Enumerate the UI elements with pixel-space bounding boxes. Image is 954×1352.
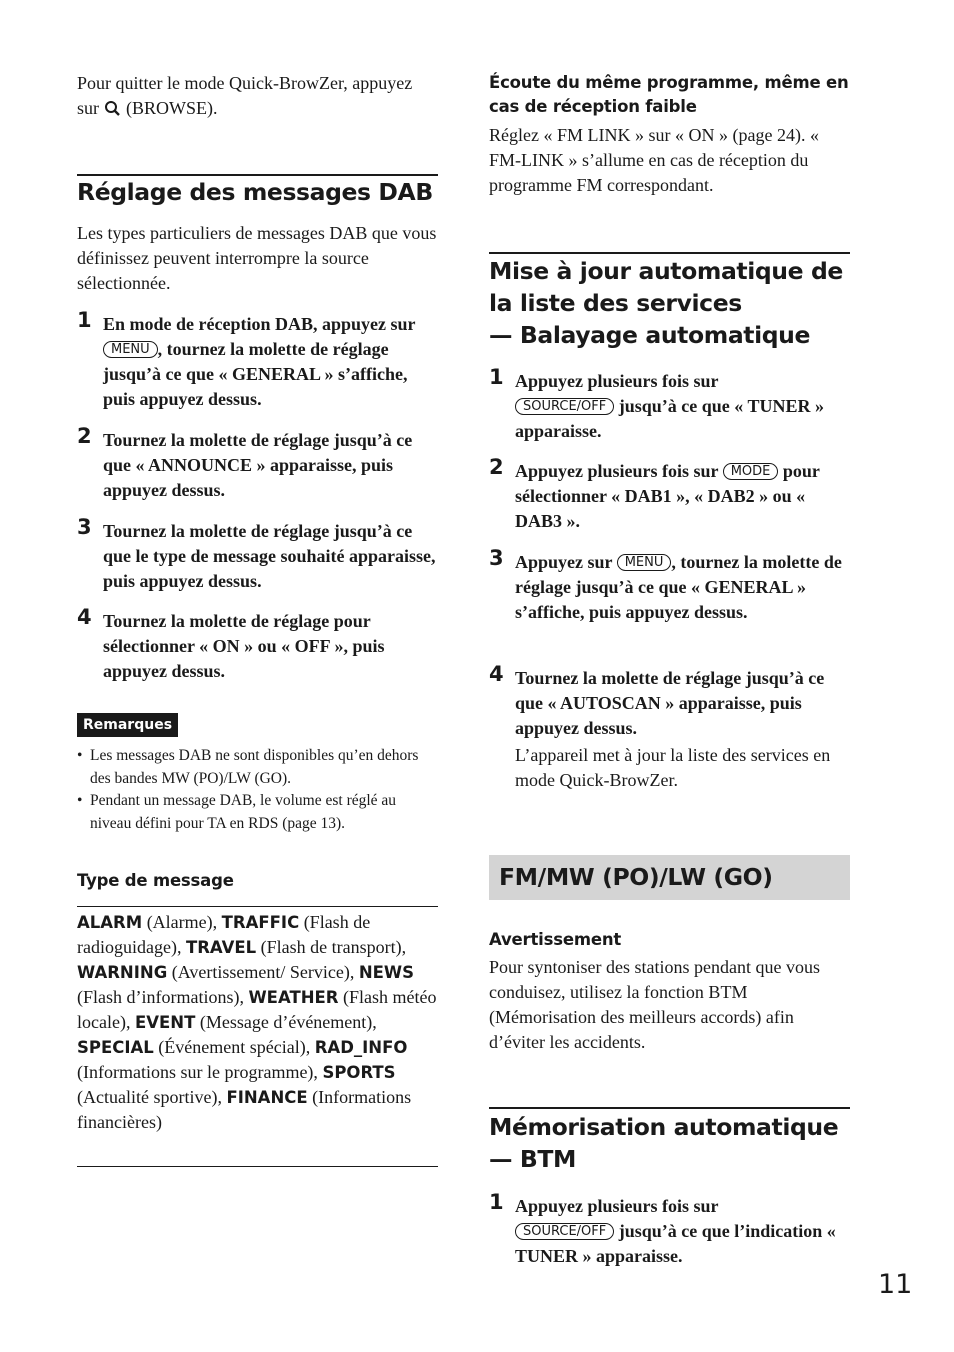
source-off-key: SOURCE/OFF xyxy=(515,398,614,415)
section-title-autoscan: Mise à jour automatique de la liste des services — Balayage automatique xyxy=(489,257,843,349)
dab-intro: Les types particuliers de messages DAB que vous définissez peuvent interrompre la source sélectionnée. xyxy=(77,223,437,293)
menu-key: MENU xyxy=(617,554,672,571)
dab-step-4: 4 Tournez la molette de réglage pour sélectionner « ON » ou « OFF », puis appuyez dessus. xyxy=(77,605,385,681)
autoscan-step-3: 3 Appuyez sur MENU , tournez la molette de réglage jusqu’à ce que « GENERAL » s’affiche, puis appuyez dessus. xyxy=(489,546,842,622)
page-number: 11 xyxy=(878,1269,913,1300)
quickbrowzer-exit-text: Pour quitter le mode Quick-BrowZer, appuyez sur (BROWSE). xyxy=(77,73,413,118)
autoscan-step-2: 2 Appuyez plusieurs fois sur MODE pour sélectionner « DAB1 », « DAB2 » ou « DAB3 ». xyxy=(489,455,820,531)
autoscan-step-1: 1 Appuyez plusieurs fois sur SOURCE/OFF jusqu’à ce que « TUNER » apparaisse. xyxy=(489,365,824,441)
section-title-dab: Réglage des messages DAB xyxy=(77,178,433,206)
mode-key: MODE xyxy=(723,463,779,480)
section-title-fm: FM/MW (PO)/LW (GO) xyxy=(499,863,773,891)
autoscan-step-4: 4 Tournez la molette de réglage jusqu’à ce que « AUTOSCAN » apparaisse, puis appuyez dessus. L’appareil met à jour la liste des services en mode Quick-BrowZer. xyxy=(489,662,831,790)
message-types-rule-bottom xyxy=(77,1166,438,1167)
notes-label: Remarques xyxy=(77,713,438,737)
btm-step-1: 1 Appuyez plusieurs fois sur SOURCE/OFF jusqu’à ce que l’indication « TUNER » apparaisse. xyxy=(489,1190,836,1266)
dab-step-3: 3 Tournez la molette de réglage jusqu’à ce que le type de message souhaité apparaisse, puis appuyez dessus. xyxy=(77,515,436,591)
dab-step-1: 1 En mode de réception DAB, appuyez sur MENU , tournez la molette de réglage jusqu’à ce que « GENERAL » s’affiche, puis appuyez dessus. xyxy=(77,308,416,409)
list-item: • Les messages DAB ne sont disponibles qu’en dehors des bandes MW (PO)/LW (GO). xyxy=(77,745,438,790)
section-title-btm: Mémorisation automatique — BTM xyxy=(489,1113,839,1173)
fm-section-header xyxy=(489,855,850,900)
dab-step-2: 2 Tournez la molette de réglage jusqu’à ce que « ANNOUNCE » apparaisse, puis appuyez dessus. xyxy=(77,424,413,500)
search-icon xyxy=(104,98,122,114)
list-item: • Pendant un message DAB, le volume est réglé au niveau défini pour TA en RDS (page 13). xyxy=(77,790,438,835)
same-program-body: Réglez « FM LINK » sur « ON » (page 24). « FM-LINK » s’allume en cas de réception du programme FM correspondant. xyxy=(489,125,819,195)
menu-key: MENU xyxy=(103,341,158,358)
source-off-key: SOURCE/OFF xyxy=(515,1223,614,1240)
message-types-rule-top xyxy=(77,906,438,907)
warning-title: Avertissement xyxy=(489,930,622,949)
message-types-title: Type de message xyxy=(77,871,234,890)
section-divider xyxy=(489,1107,850,1109)
message-types-list: ALARM (Alarme), TRAFFIC (Flash de radioguidage), TRAVEL (Flash de transport), WARNING (Avertissement/ Service), NEWS (Flash d’informations), WEATHER (Flash météo locale), EVENT (Message d’événement), SPECIAL (Événement spécial), RAD_INFO (Informations sur le programme), SPORTS (Actualité sportive), FINANCE (Informations financières) xyxy=(77,912,437,1132)
notes-list xyxy=(77,745,438,835)
same-program-title: Écoute du même programme, même en cas de réception faible xyxy=(489,73,849,116)
warning-body: Pour syntoniser des stations pendant que vous conduisez, utilisez la fonction BTM (Mémorisation des meilleurs accords) afin d’éviter les accidents. xyxy=(489,957,820,1052)
section-divider xyxy=(489,252,850,254)
